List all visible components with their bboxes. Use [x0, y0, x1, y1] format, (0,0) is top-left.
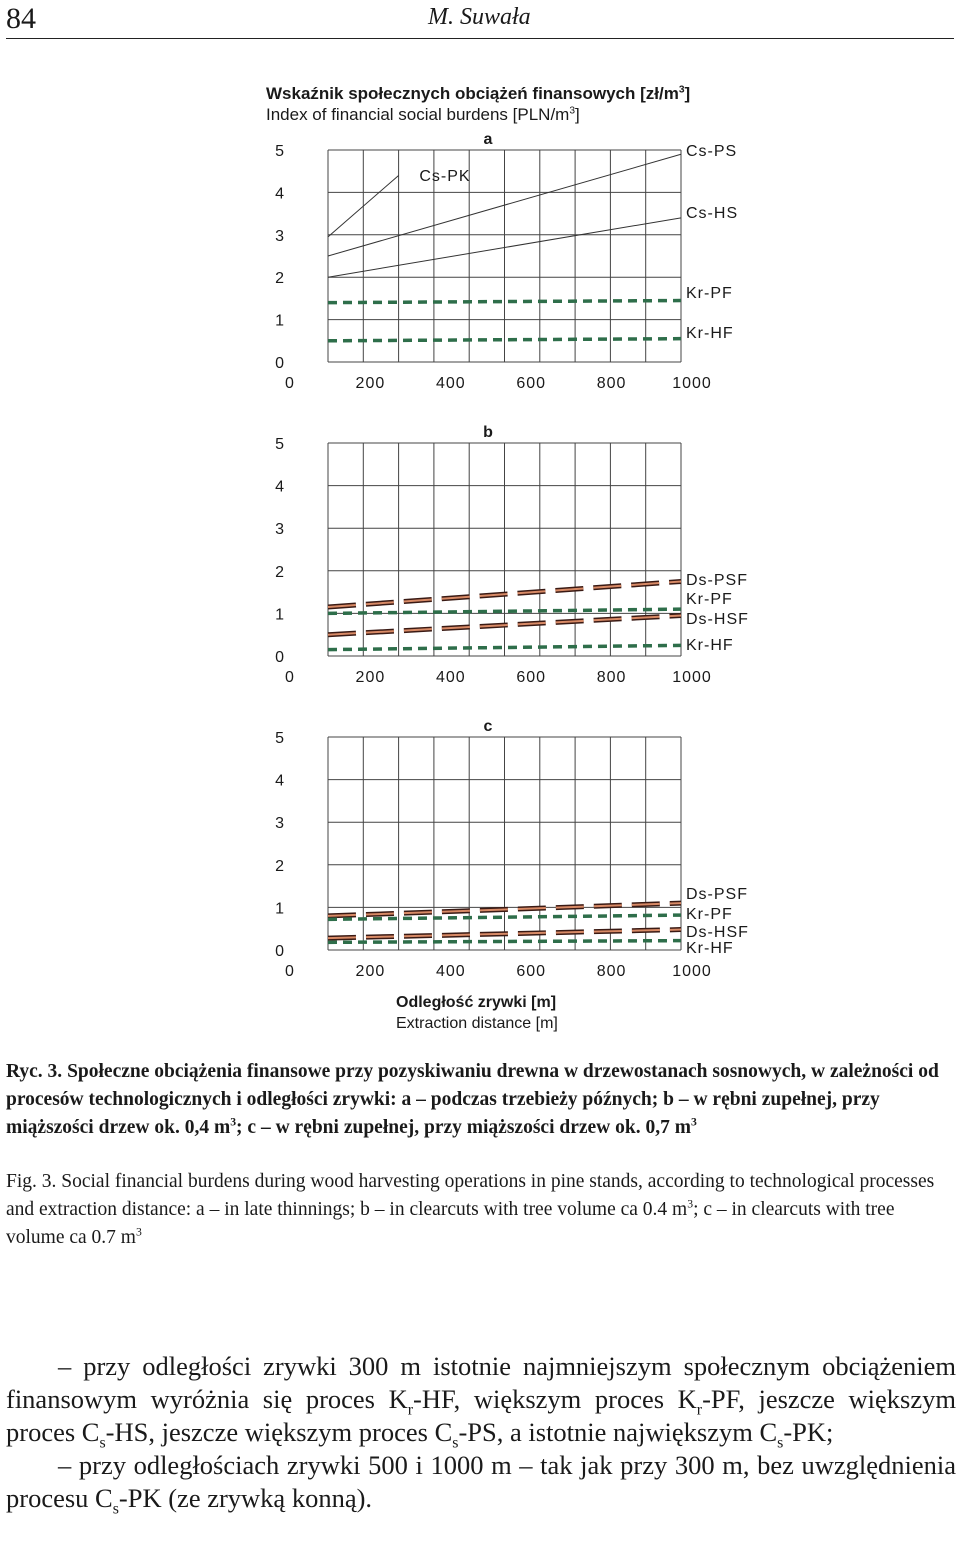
y-tick-label: 0: [275, 355, 284, 372]
series-label: Ds-HSF: [686, 611, 749, 628]
series-label: Cs-PK: [419, 168, 471, 185]
x-tick-label: 400: [435, 375, 466, 392]
series-label: Kr-HF: [686, 940, 734, 957]
body-paragraph-1: – przy odległości zrywki 300 m istotnie najmniejszym społecznym obciążeniem finansowym wyróżnia się proces $K_r-HF$, większym proces $K_r-PF$, jeszcze większym proces $C_s-HS$, jeszcze większym proces $C_s-PS$, a istotnie największym $C_s-PK$;: [6, 1351, 956, 1452]
x-axis-title: [396, 992, 558, 1034]
y-title-pl: Wskaźnik społecznych obciążeń finansowych $[zł/m^3]$: [266, 84, 691, 103]
x-tick-label: 0: [285, 375, 295, 392]
y-tick-label: 1: [275, 312, 284, 330]
series-label: Ds-PSF: [686, 886, 748, 903]
y-tick-label: 2: [275, 857, 284, 875]
caption-pl-lead: Ryc. 3.: [6, 1061, 63, 1082]
x-tick-label: 1000: [672, 375, 712, 392]
x-title-en: Extraction distance [m]: [396, 1015, 558, 1032]
x-tick-label: 800: [596, 963, 627, 980]
y-tick-label: 1: [275, 606, 284, 624]
caption-en-lead: Fig. 3.: [6, 1171, 57, 1192]
x-tick-label: 600: [516, 963, 547, 980]
running-head: M. Suwała: [428, 4, 531, 30]
panel-label: a: [483, 131, 493, 148]
body-text: [6, 1350, 956, 1518]
x-title-pl: Odległość zrywki [m]: [396, 994, 557, 1011]
x-tick-label: 600: [516, 375, 547, 392]
x-tick-label: 200: [355, 375, 386, 392]
x-tick-label: 400: [435, 669, 466, 686]
y-tick-label: 2: [275, 563, 284, 581]
series-label: Ds-PSF: [686, 572, 748, 589]
page-number: 84: [6, 2, 36, 35]
series-label: Cs-HS: [686, 205, 739, 222]
x-tick-label: 0: [285, 963, 295, 980]
y-tick-label: 1: [275, 900, 284, 918]
series-label: Kr-PF: [686, 285, 733, 302]
series-label: Cs-PS: [686, 143, 738, 160]
y-title-en: Index of financial social burdens $[PLN/m^3]$: [266, 105, 580, 124]
y-tick-label: 3: [275, 521, 284, 539]
x-tick-label: 0: [285, 669, 295, 686]
x-tick-label: 800: [596, 375, 627, 392]
x-tick-label: 800: [596, 669, 627, 686]
y-tick-label: 4: [275, 772, 284, 790]
x-tick-label: 400: [435, 963, 466, 980]
y-tick-label: 3: [275, 227, 284, 245]
y-tick-label: 5: [275, 730, 284, 747]
figure-caption-en: Fig. 3. Social financial burdens during wood harvesting operations in pine stands, according to technological processes and extraction distance: a – in late thinnings; b – in clearcuts with tree volume ca 0.4 $m^3$; c – in clearcuts with tree volume ca 0.7 $m^3$: [6, 1171, 935, 1248]
y-tick-label: 4: [275, 478, 284, 496]
y-tick-label: 0: [275, 649, 284, 666]
y-tick-label: 5: [275, 143, 284, 160]
series-label: Kr-PF: [686, 906, 733, 923]
series-label: Kr-PF: [686, 591, 733, 608]
panel-label: c: [483, 718, 493, 735]
y-tick-label: 0: [275, 943, 284, 960]
x-tick-label: 1000: [672, 963, 712, 980]
y-tick-label: 2: [275, 270, 284, 288]
figure-caption-pl: Ryc. 3. Społeczne obciążenia finansowe przy pozyskiwaniu drewna w drzewostanach sosnowych, w zależności od procesów technologicznych i odległości zrywki: a – podczas trzebieży późnych; b – w rębni zupełnej, przy miąższości drzew ok. 0,4 $m^3$; c – w rębni zupełnej, przy miąższości drzew ok. 0,7 $m^3$: [6, 1061, 939, 1138]
y-tick-label: 3: [275, 815, 284, 833]
series-label: Ds-HSF: [686, 924, 749, 941]
x-tick-label: 200: [355, 963, 386, 980]
x-tick-label: 600: [516, 669, 547, 686]
panel-label: b: [483, 424, 493, 441]
y-tick-label: 4: [275, 185, 284, 203]
series-label: Kr-HF: [686, 325, 734, 342]
x-tick-label: 1000: [672, 669, 712, 686]
y-tick-label: 5: [275, 436, 284, 453]
body-paragraph-2: – przy odległościach zrywki 500 i 1000 m – tak jak przy 300 m, bez uwzględnienia procesu $C_s-PK$ (ze zrywką konną).: [6, 1450, 956, 1518]
series-label: Kr-HF: [686, 637, 734, 654]
x-tick-label: 200: [355, 669, 386, 686]
